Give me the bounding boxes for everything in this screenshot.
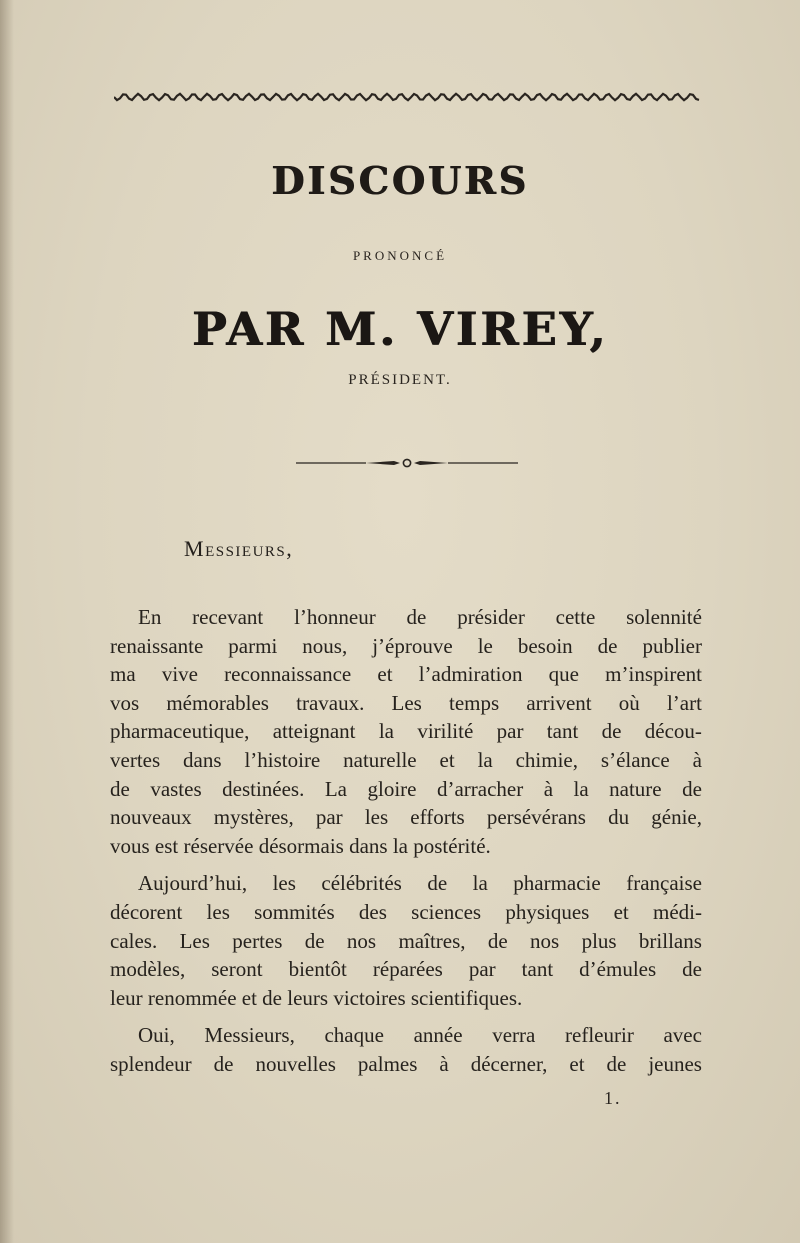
salutation: [184, 536, 293, 562]
text-line: renaissante parmi nous, j’éprouve le besoin de publier: [110, 633, 702, 658]
text-line: décorent les sommités des sciences physiques et médi-: [110, 899, 702, 924]
speaker-role: PRÉSIDENT.: [348, 372, 452, 388]
salutation-initial: M: [184, 536, 206, 561]
text-line: vertes dans l’histoire naturelle et la chimie, s’élance à: [110, 747, 702, 772]
ornamental-rule: [114, 90, 700, 104]
text-line: cales. Les pertes de nos maîtres, de nos plus brillans: [110, 928, 702, 953]
text-line: de vastes destinées. La gloire d’arracher à la nature de: [110, 776, 702, 801]
text-line: ma vive reconnaissance et l’admiration que m’inspirent: [110, 662, 702, 687]
subtitle: PRONONCÉ: [352, 248, 448, 263]
text-line: modèles, seront bientôt réparées par tant d’émules de: [110, 957, 702, 982]
text-line: leur renommée et de leurs victoires scientifiques.: [110, 985, 523, 1010]
salutation-punct: ,: [286, 536, 294, 561]
signature-mark: 1.: [604, 1088, 622, 1108]
salutation-rest: essieurs: [205, 536, 287, 561]
page-title: DISCOURS: [271, 158, 529, 203]
body-text: [110, 603, 702, 1079]
decorative-divider: [296, 456, 518, 470]
text-line: Aujourd’hui, les célébrités de la pharmacie française: [138, 871, 702, 896]
text-line: splendeur de nouvelles palmes à décerner, et de jeunes: [110, 1051, 702, 1076]
text-line: vous est réservée désormais dans la postérité.: [110, 833, 491, 858]
text-line: nouveaux mystères, par les efforts persévérans du génie,: [110, 805, 702, 830]
text-line: vos mémorables travaux. Les temps arrivent où l’art: [110, 690, 702, 715]
text-line: En recevant l’honneur de présider cette solennité: [138, 605, 702, 629]
speaker-name: PAR M. VIREY,: [191, 302, 609, 356]
text-line: pharmaceutique, atteignant la virilité par tant de décou-: [110, 719, 702, 744]
text-line: Oui, Messieurs, chaque année verra refleurir avec: [138, 1023, 702, 1048]
